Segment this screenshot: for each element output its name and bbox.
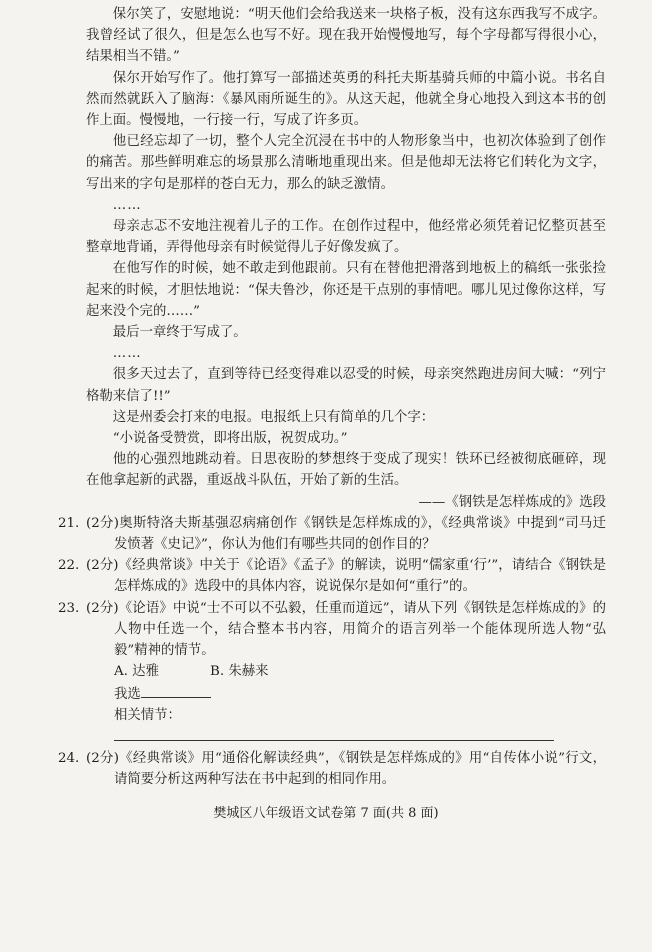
question-text: (2分)《经典常谈》中关于《论语》《孟子》的解读，说明“儒家重‘行’”，请结合《钢铁是怎样炼成的》选段中的具体内容，说说保尔是如何“重行”的。 <box>86 558 606 595</box>
passage-paragraph-6: 最后一章终于写成了。 <box>112 325 247 341</box>
passage-paragraph-10: 他的心强烈地跳动着。日思夜盼的梦想终于变成了现实！铁环已经被彻底砸碎，现在他拿起新的武器，重返战斗队伍，开始了新的生活。 <box>86 452 606 489</box>
passage-source: ——《钢铁是怎样炼成的》选段 <box>418 494 606 510</box>
plot-blank[interactable] <box>114 726 554 741</box>
passage-paragraph-4: 母亲志忑不安地注视着儿子的工作。在创作过程中，他经常必须凭着记忆整页甚至整章地背诵，弄得他母亲有时候觉得儿子好像发疯了。 <box>86 219 606 256</box>
passage-paragraph-8: 这是州委会打来的电报。电报纸上只有简单的几个字： <box>112 409 435 425</box>
plot-label: 相关情节： <box>114 707 181 723</box>
passage-paragraph-2: 保尔开始写作了。他打算写一部描述英勇的科托夫斯基骑兵师的中篇小说。书名自然而然就跃入了脑海：《暴风雨所诞生的》。从这天起，他就全身心地投入到这本书的创作上面。慢慢地，一行接一行，写成了许多页。 <box>86 70 606 129</box>
question-21: 21. (2分)奥斯特洛夫斯基强忍病痛创作《钢铁是怎样炼成的》，《经典常谈》中提到“司马迁发愤著《史记》”，你认为他们有哪些共同的创作目的？ <box>58 515 606 553</box>
passage-paragraph-5: 在他写作的时候，她不敢走到他跟前。只有在替他把滑落到地板上的稿纸一张张捡起来的时候，才胆怯地说：“保夫鲁沙，你还是干点别的事情吧。哪儿见过像你这样，写起来没个完的……” <box>86 261 606 319</box>
question-text: (2分)《经典常谈》用“通俗化解读经典”，《钢铁是怎样炼成的》用“自传体小说”行文，请简要分析这两种写法在书中起到的相同作用。 <box>86 751 606 788</box>
question-22: 22. (2分)《经典常谈》中关于《论语》《孟子》的解读，说明“儒家重‘行’”，请结合《钢铁是怎样炼成的》选段中的具体内容，说说保尔是如何“重行”的。 <box>58 558 606 595</box>
ellipsis-2: …… <box>112 346 142 362</box>
choose-label: 我选 <box>114 686 141 702</box>
question-text: (2分)奥斯特洛夫斯基强忍病痛创作《钢铁是怎样炼成的》，《经典常谈》中提到“司马迁发愤著《史记》”，你认为他们有哪些共同的创作目的？ <box>86 515 606 553</box>
question-24: 24. (2分)《经典常谈》用“通俗化解读经典”，《钢铁是怎样炼成的》用“自传体小说”行文，请简要分析这两种写法在书中起到的相同作用。 <box>58 751 606 788</box>
passage-paragraph-7: 很多天过去了，直到等待已经变得难以忍受的时候，母亲突然跑进房间大喊：“列宁格勒来信了!!” <box>86 367 606 404</box>
ellipsis-1: …… <box>112 197 142 213</box>
page-content <box>58 4 606 791</box>
page-footer: 樊城区八年级语文试卷第 7 面(共 8 面) <box>213 806 439 821</box>
question-text: (2分)《论语》中说“士不可以不弘毅，任重而道远”，请从下列《钢铁是怎样炼成的》的人物中任选一个，结合整本书内容，用简介的语言列举一个能体现所选人物“弘毅”精神的情节。 <box>86 600 606 659</box>
choose-blank[interactable] <box>141 683 211 698</box>
passage-paragraph-3: 他已经忘却了一切，整个人完全沉浸在书中的人物形象当中，也初次体验到了创作的痛苦。那些鲜明难忘的场景那么清晰地重现出来。但是他却无法将它们转化为文字，写出来的字句是那样的苍白无力，那么的缺乏激情。 <box>86 134 606 192</box>
question-23-options <box>86 661 606 682</box>
question-23: 23. (2分)《论语》中说“士不可以不弘毅，任重而道远”，请从下列《钢铁是怎样炼成的》的人物中任选一个，结合整本书内容，用简介的语言列举一个能体现所选人物“弘毅”精神的情节。 <box>58 600 606 659</box>
plot-line <box>86 705 606 748</box>
option-a: A. 达雅 <box>114 664 159 680</box>
telegram-text: “小说备受赞赏，即将出版，祝贺成功。” <box>112 431 348 447</box>
option-b: B. 朱赫来 <box>210 664 269 680</box>
passage-paragraph-1: 保尔笑了，安慰地说：“明天他们会给我送来一块格子板，没有这东西我写不成字。我曾经试了很久，但是怎么也写不好。现在我开始慢慢地写，每个字母都写得很小心，结果相当不错。” <box>86 7 606 65</box>
choose-line <box>86 683 606 705</box>
